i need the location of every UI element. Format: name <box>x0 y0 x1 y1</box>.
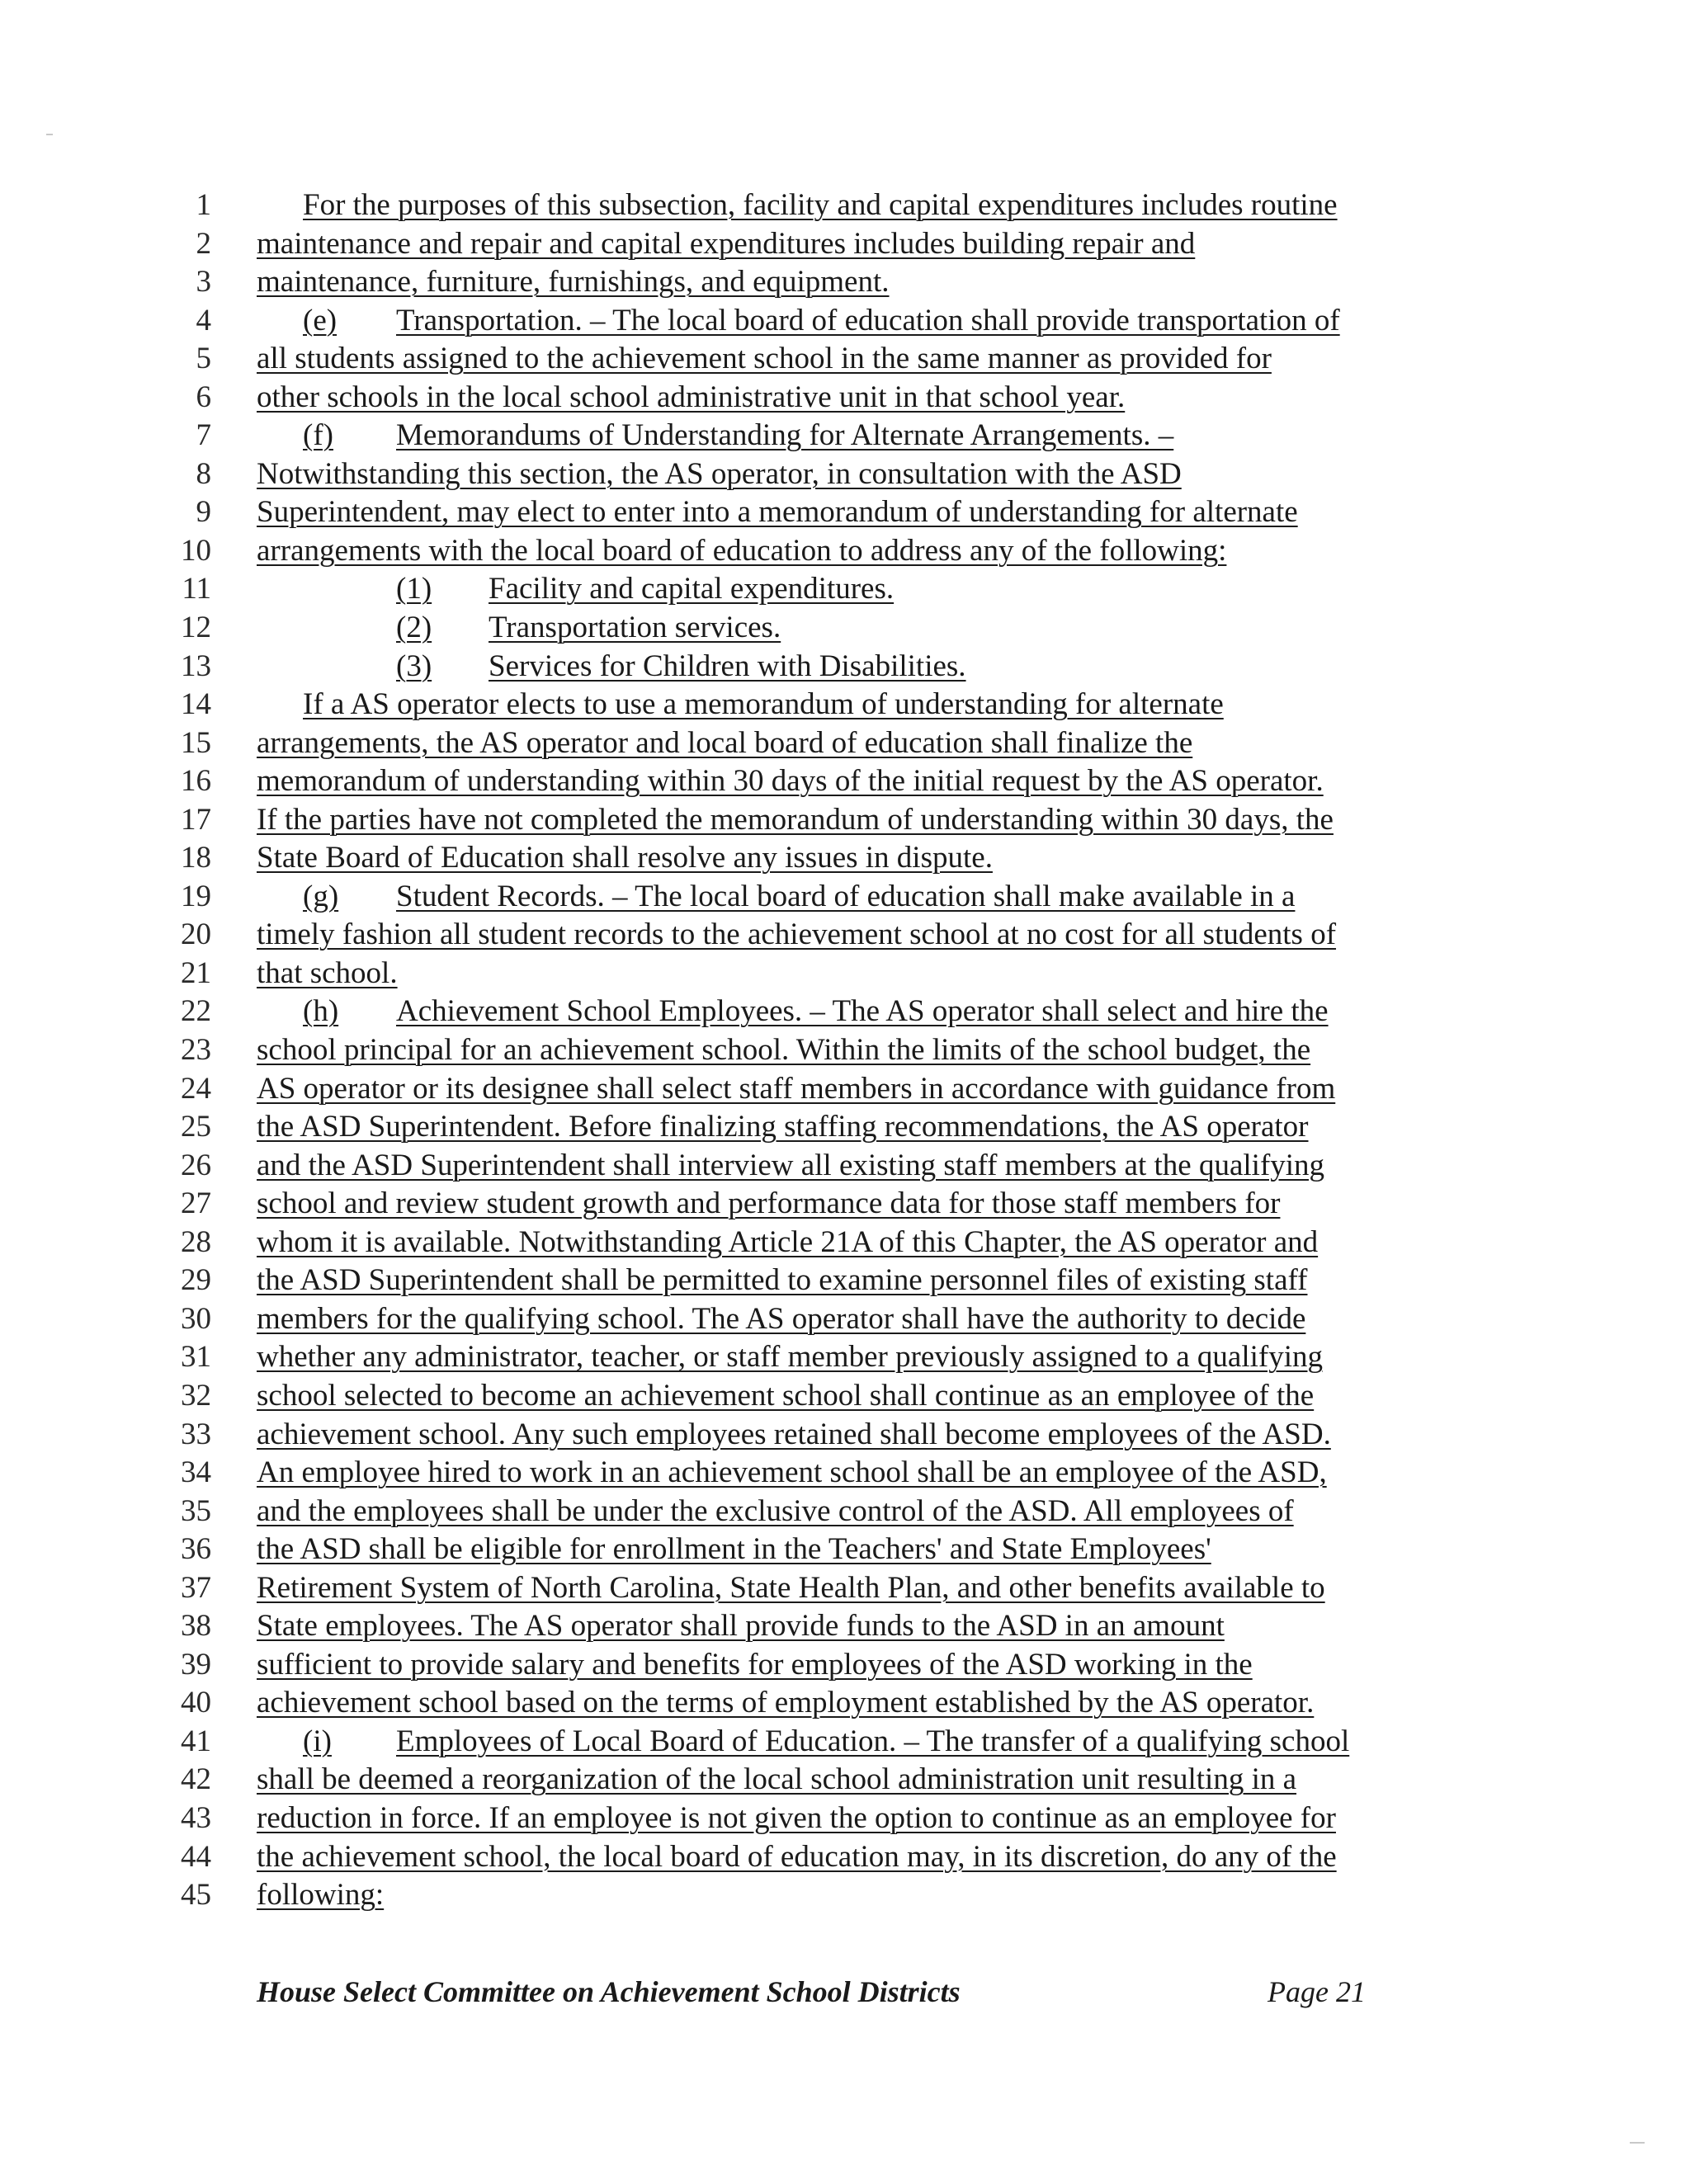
document-line <box>0 1338 1690 1377</box>
line-text: If a AS operator elects to use a memorandum of understanding for alternate <box>303 687 1224 722</box>
line-text: arrangements with the local board of education to address any of the following: <box>257 533 1227 568</box>
line-number: 42 <box>181 1762 211 1797</box>
line-text: shall be deemed a reorganization of the local school administration unit resulting in a <box>257 1762 1297 1797</box>
line-text: Memorandums of Understanding for Alternate Arrangements. – <box>396 418 1174 453</box>
document-line <box>0 955 1690 993</box>
document-line <box>0 1147 1690 1186</box>
document-line <box>0 340 1690 379</box>
document-line <box>0 1031 1690 1070</box>
line-number: 45 <box>181 1878 211 1913</box>
document-line <box>0 493 1690 532</box>
line-number: 43 <box>181 1800 211 1835</box>
document-line <box>0 1761 1690 1800</box>
line-number: 29 <box>181 1263 211 1298</box>
line-text: that school. <box>257 955 398 990</box>
line-text: An employee hired to work in an achievement school shall be an employee of the ASD, <box>257 1455 1327 1490</box>
line-number: 23 <box>181 1033 211 1068</box>
line-text: members for the qualifying school. The AS operator shall have the authority to decide <box>257 1301 1306 1336</box>
line-number: 17 <box>181 802 211 837</box>
line-number: 5 <box>196 342 211 376</box>
line-text: achievement school. Any such employees retained shall become employees of the ASD. <box>257 1417 1331 1451</box>
document-line <box>0 686 1690 724</box>
document-line <box>0 1377 1690 1416</box>
line-text: If the parties have not completed the memorandum of understanding within 30 days, the <box>257 802 1334 837</box>
document-line <box>0 570 1690 609</box>
line-number: 20 <box>181 917 211 952</box>
document-line <box>0 1723 1690 1762</box>
line-number: 35 <box>181 1493 211 1528</box>
document-line <box>0 1876 1690 1915</box>
line-number: 21 <box>181 955 211 990</box>
document-line <box>0 1070 1690 1109</box>
line-number: 34 <box>181 1455 211 1490</box>
document-line <box>0 1531 1690 1569</box>
line-text: following: <box>257 1878 385 1913</box>
line-number: 39 <box>181 1647 211 1682</box>
line-number: 41 <box>181 1724 211 1758</box>
line-text: and the employees shall be under the exclusive control of the ASD. All employees of <box>257 1493 1294 1528</box>
line-number: 37 <box>181 1570 211 1605</box>
document-line <box>0 1684 1690 1723</box>
line-number: 11 <box>182 572 211 606</box>
line-number: 44 <box>181 1839 211 1874</box>
line-number: 38 <box>181 1609 211 1644</box>
line-number: 18 <box>181 841 211 875</box>
line-text: AS operator or its designee shall select staff members in accordance with guidance from <box>257 1071 1336 1106</box>
line-text: Transportation services. <box>489 611 781 645</box>
line-text: Transportation. – The local board of education shall provide transportation of <box>396 303 1340 337</box>
line-number: 25 <box>181 1110 211 1144</box>
footer-title: House Select Committee on Achievement School Districts <box>257 1975 961 2008</box>
line-text: whether any administrator, teacher, or staff member previously assigned to a qualifying <box>257 1340 1323 1375</box>
line-text: maintenance and repair and capital expenditures includes building repair and <box>257 226 1196 261</box>
line-text: reduction in force. If an employee is not given the option to continue as an employee for <box>257 1800 1336 1835</box>
document-line <box>0 186 1690 225</box>
line-text: school principal for an achievement school. Within the limits of the school budget, the <box>257 1033 1311 1068</box>
line-text: and the ASD Superintendent shall interview all existing staff members at the qualifying <box>257 1148 1325 1182</box>
document-line <box>0 878 1690 917</box>
line-number: 22 <box>181 994 211 1029</box>
line-number: 15 <box>181 725 211 760</box>
subsection-number: (h) <box>303 994 339 1029</box>
line-text: timely fashion all student records to the achievement school at no cost for all students of <box>257 917 1337 952</box>
subsection-number: (g) <box>303 879 339 913</box>
line-text: the ASD shall be eligible for enrollment in the Teachers' and State Employees' <box>257 1532 1211 1567</box>
line-number: 3 <box>196 265 211 300</box>
line-number: 28 <box>181 1224 211 1259</box>
line-number: 9 <box>196 495 211 530</box>
line-text: Notwithstanding this section, the AS operator, in consultation with the ASD <box>257 456 1182 491</box>
line-number: 27 <box>181 1186 211 1221</box>
line-number: 30 <box>181 1301 211 1336</box>
list-number: (1) <box>396 572 432 606</box>
line-number: 13 <box>181 649 211 683</box>
line-text: the achievement school, the local board of education may, in its discretion, do any of the <box>257 1839 1337 1874</box>
line-number: 16 <box>181 764 211 799</box>
line-number: 2 <box>196 226 211 261</box>
document-line <box>0 1416 1690 1455</box>
line-number: 19 <box>181 879 211 913</box>
line-number: 7 <box>196 418 211 453</box>
document-line <box>0 1569 1690 1608</box>
line-number: 10 <box>181 533 211 568</box>
document-line <box>0 609 1690 648</box>
line-number: 12 <box>181 611 211 645</box>
line-text: the ASD Superintendent shall be permitted to examine personnel files of existing staff <box>257 1263 1308 1298</box>
line-text: all students assigned to the achievement school in the same manner as provided for <box>257 342 1272 376</box>
document-line <box>0 801 1690 840</box>
line-number: 40 <box>181 1686 211 1720</box>
line-number: 1 <box>196 188 211 222</box>
document-line <box>0 648 1690 686</box>
line-number: 24 <box>181 1071 211 1106</box>
document-line <box>0 993 1690 1031</box>
line-text: arrangements, the AS operator and local board of education shall finalize the <box>257 725 1193 760</box>
document-line <box>0 1493 1690 1531</box>
line-number: 36 <box>181 1532 211 1567</box>
line-text: the ASD Superintendent. Before finalizing staffing recommendations, the AS operator <box>257 1110 1309 1144</box>
line-number: 26 <box>181 1148 211 1182</box>
document-line <box>0 1262 1690 1300</box>
line-text: For the purposes of this subsection, facility and capital expenditures includes routine <box>303 188 1338 222</box>
page-number: Page 21 <box>1268 1975 1366 2008</box>
line-text: sufficient to provide salary and benefits for employees of the ASD working in the <box>257 1647 1253 1682</box>
scan-speck <box>46 134 53 135</box>
line-text: maintenance, furniture, furnishings, and equipment. <box>257 265 890 300</box>
line-text: Retirement System of North Carolina, State Health Plan, and other benefits available to <box>257 1570 1325 1605</box>
line-number: 4 <box>196 303 211 337</box>
document-line <box>0 225 1690 264</box>
subsection-number: (e) <box>303 303 338 337</box>
scan-speck <box>1630 2142 1645 2144</box>
document-line <box>0 1224 1690 1262</box>
line-text: whom it is available. Notwithstanding Article 21A of this Chapter, the AS operator and <box>257 1224 1319 1259</box>
line-number: 31 <box>181 1340 211 1375</box>
line-text: Achievement School Employees. – The AS operator shall select and hire the <box>396 994 1329 1029</box>
line-text: Facility and capital expenditures. <box>489 572 895 606</box>
line-number: 6 <box>196 380 211 414</box>
line-number: 8 <box>196 456 211 491</box>
document-body <box>0 186 1690 1915</box>
document-line <box>0 1454 1690 1493</box>
document-line <box>0 302 1690 341</box>
document-line <box>0 1300 1690 1339</box>
line-number: 32 <box>181 1378 211 1413</box>
document-line <box>0 762 1690 801</box>
line-number: 14 <box>181 687 211 722</box>
document-line <box>0 1838 1690 1877</box>
document-line <box>0 417 1690 455</box>
subsection-number: (i) <box>303 1724 332 1758</box>
line-text: State employees. The AS operator shall provide funds to the ASD in an amount <box>257 1609 1225 1644</box>
document-line <box>0 263 1690 302</box>
subsection-number: (f) <box>303 418 333 453</box>
document-line <box>0 1607 1690 1646</box>
document-line <box>0 916 1690 955</box>
line-text: memorandum of understanding within 30 days of the initial request by the AS operator. <box>257 764 1324 799</box>
document-line <box>0 1646 1690 1685</box>
line-text: Student Records. – The local board of education shall make available in a <box>396 879 1296 913</box>
line-text: Employees of Local Board of Education. – The transfer of a qualifying school <box>396 1724 1350 1758</box>
line-number: 33 <box>181 1417 211 1451</box>
document-line <box>0 1800 1690 1838</box>
line-text: Services for Children with Disabilities. <box>489 649 966 683</box>
document-line <box>0 1108 1690 1147</box>
list-number: (3) <box>396 649 432 683</box>
line-text: school and review student growth and performance data for those staff members for <box>257 1186 1281 1221</box>
line-text: achievement school based on the terms of employment established by the AS operator. <box>257 1686 1315 1720</box>
line-text: school selected to become an achievement school shall continue as an employee of the <box>257 1378 1315 1413</box>
document-line <box>0 455 1690 494</box>
line-text: State Board of Education shall resolve any issues in dispute. <box>257 841 993 875</box>
document-line <box>0 1185 1690 1224</box>
document-line <box>0 839 1690 878</box>
line-text: other schools in the local school administrative unit in that school year. <box>257 380 1126 414</box>
document-line <box>0 379 1690 417</box>
list-number: (2) <box>396 611 432 645</box>
line-text: Superintendent, may elect to enter into a memorandum of understanding for alternate <box>257 495 1298 530</box>
document-line <box>0 532 1690 571</box>
document-line <box>0 724 1690 763</box>
